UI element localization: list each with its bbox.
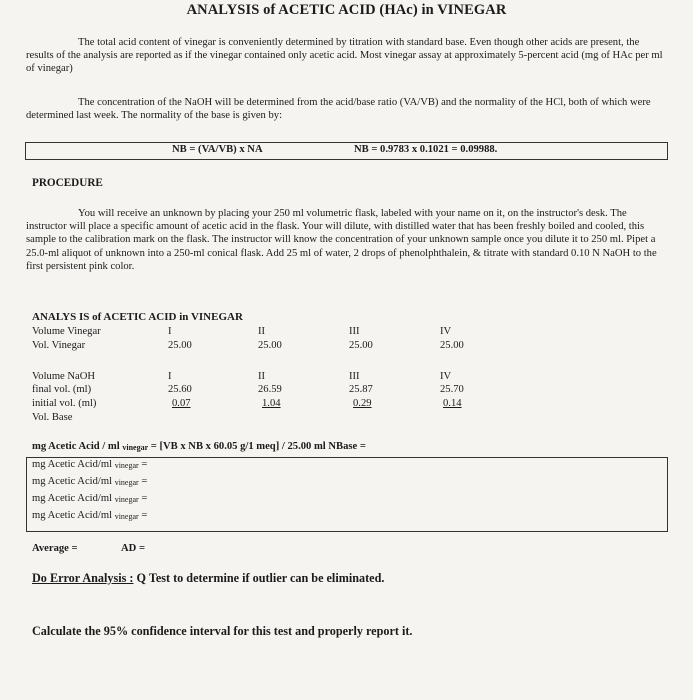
vinegar-trial-2: II [258,326,266,337]
intro-paragraph-2: The concentration of the NaOH will be determined from the acid/base ratio (VA/VB) and the normality of the HCl, both of which were determined last week. The normality of the base is given by: [26,97,651,122]
final-vol-3: 25.87 [349,384,373,395]
final-vol-4: 25.70 [440,384,464,395]
error-analysis [32,571,384,586]
naoh-trial-2: II [258,371,266,382]
average-label: Average = [32,543,78,554]
vinegar-volume-3: 25.00 [349,340,373,351]
result-row-3 [32,493,147,504]
volume-vinegar-label: Volume Vinegar [32,326,101,337]
intro-paragraph-1: The total acid content of vinegar is conveniently determined by titration with standard base. Even though other acids are present, the results of the analysis are reported as if the vinegar contained only acetic acid. Most vinegar assay at approximately 5-percent acid (mg of HAc per ml of vinegar) [26,37,663,75]
result-row-sub: vinegar [114,495,139,504]
calc-rest: = [VB x NB x 60.05 g/1 meq] / 25.00 ml NBase = [150,441,366,452]
normality-value: NB = 0.9783 x 0.1021 = 0.09988. [354,144,498,155]
final-vol-2: 26.59 [258,384,282,395]
ad-label: AD = [121,543,145,554]
result-row-sub: vinegar [114,512,139,521]
formula-box [25,142,668,160]
initial-vol-4: 0.14 [443,398,462,409]
vinegar-trial-1: I [168,326,172,337]
result-row-label: mg Acetic Acid/ml [32,493,113,504]
result-row-eq: = [141,510,148,521]
normality-formula: NB = (VA/VB) x NA [172,144,263,155]
initial-vol-3: 0.29 [353,398,372,409]
calculation-formula [32,441,366,452]
naoh-trial-4: IV [440,371,452,382]
result-row-label: mg Acetic Acid/ml [32,476,113,487]
result-row-sub: vinegar [114,478,139,487]
result-row-eq: = [141,476,148,487]
result-row-1 [32,459,147,470]
calc-prefix: mg Acetic Acid / ml [32,441,120,452]
initial-vol-label: initial vol. (ml) [32,398,97,409]
confidence-interval-instruction: Calculate the 95% confidence interval for this test and properly report it. [32,624,413,638]
vol-base-label: Vol. Base [32,412,73,423]
vinegar-volume-2: 25.00 [258,340,282,351]
result-row-sub: vinegar [114,461,139,470]
result-row-2 [32,476,147,487]
calc-vinegar: vinegar [122,443,149,452]
naoh-trial-1: I [168,371,172,382]
volume-naoh-label: Volume NaOH [32,371,96,382]
error-analysis-text: Q Test to determine if outlier can be eliminated. [136,571,385,585]
result-row-label: mg Acetic Acid/ml [32,459,113,470]
final-vol-1: 25.60 [168,384,192,395]
vinegar-trial-4: IV [440,326,452,337]
vinegar-volume-1: 25.00 [168,340,192,351]
vinegar-trial-3: III [349,326,360,337]
page-title: ANALYSIS of ACETIC ACID (HAc) in VINEGAR [186,2,507,18]
error-analysis-heading: Do Error Analysis : [32,571,134,585]
result-row-eq: = [141,459,148,470]
naoh-trial-3: III [349,371,360,382]
table-title: ANALYS IS of ACETIC ACID in VINEGAR [32,311,243,323]
initial-vol-2: 1.04 [262,398,281,409]
procedure-heading: PROCEDURE [32,177,103,189]
result-row-label: mg Acetic Acid/ml [32,510,113,521]
initial-vol-1: 0.07 [172,398,191,409]
result-row-eq: = [141,493,148,504]
vol-vinegar-label: Vol. Vinegar [32,340,86,351]
vinegar-volume-4: 25.00 [440,340,464,351]
procedure-text: You will receive an unknown by placing your 250 ml volumetric flask, labeled with your name on it, on the instructor's desk. The instructor will place a specific amount of acetic acid in the flask. Your will dilute, with distilled water that has been freshly boiled and cooled, this sample to the calibration mark on the flask. The instructor will know the concentration of your unknown sample once you dilute it to 250 ml. Pipet a 25.0-ml aliquot of unknown into a 250-ml conical flask. Add 25 ml of water, 2 drops of phenolphthalein, & titrate with standard 0.10 N NaOH to the first persistent pink color. [26,208,657,272]
result-row-4 [32,510,147,521]
final-vol-label: final vol. (ml) [32,384,92,395]
